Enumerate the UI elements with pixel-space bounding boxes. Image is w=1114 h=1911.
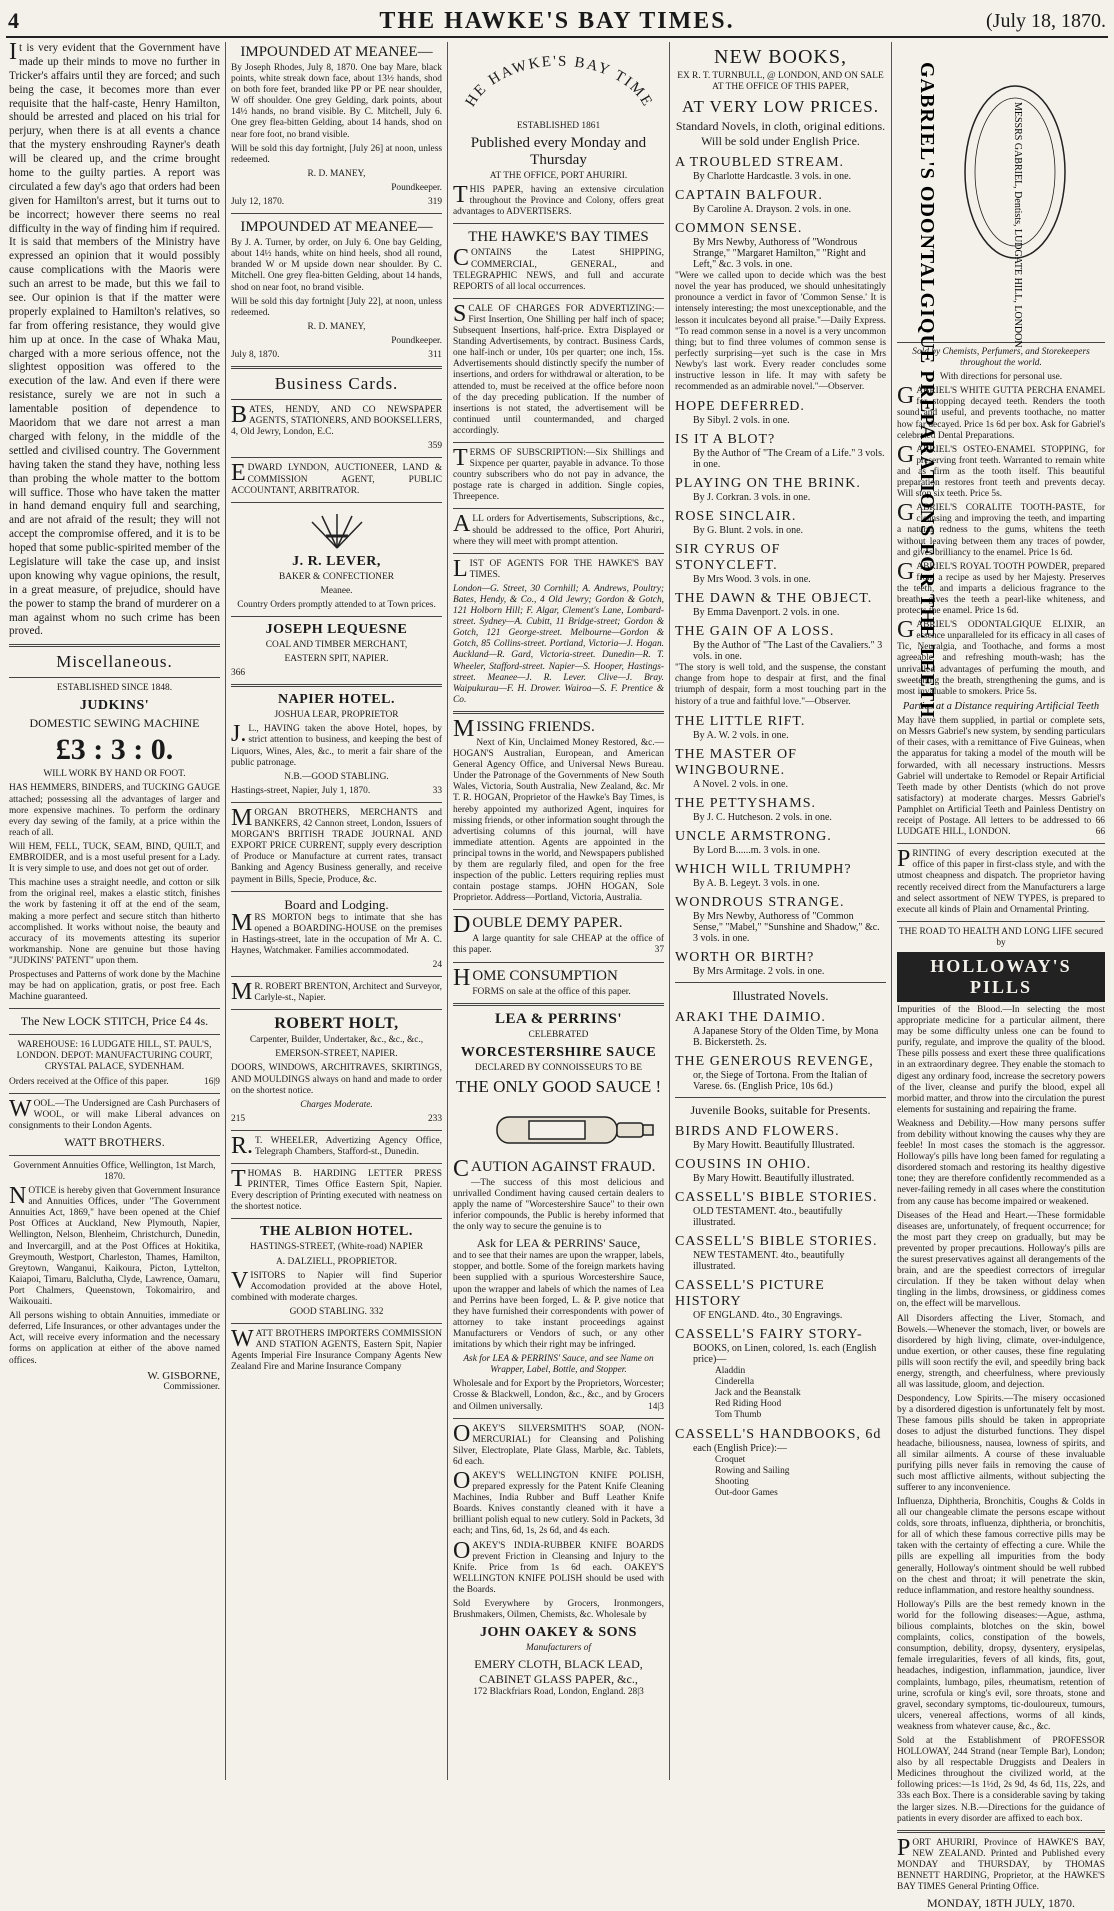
- holt-text: DOORS, WINDOWS, ARCHITRAVES, SKIRTINGS, AND MOULDINGS always on hand and made to order on the shortest notice.: [231, 1063, 442, 1096]
- book-title: WORTH OR BIRTH?: [675, 949, 815, 965]
- book-list: [675, 1124, 886, 1365]
- sewing-text: This machine uses a straight needle, and cotton or silk from the original reel, makes a elastic stitch, finishes the work by fastening it off at the end of the seam, making a more perfect and secure stitch than hitherto accomplished. It works without noise, the beauty and accuracy of its movements attesting its superior workmanship. None are genuine but those having "JUDKINS' PATENT" upon them.: [9, 878, 220, 966]
- book-author: By A. B. Legeyt. 3 vols. in one.: [693, 877, 820, 889]
- lea-perrins-name: LEA & PERRINS': [494, 1010, 623, 1027]
- svg-text:THE HAWKE'S BAY TIMES: [453, 42, 656, 110]
- paper-circulation: THIS PAPER, having an extensive circulation throughout the Province and Colony, offers great advantages to ADVERTISERS.: [453, 182, 664, 218]
- book-list: [675, 155, 886, 270]
- impounded-heading: IMPOUNDED AT MEANEE—: [240, 44, 433, 60]
- book-author: By Mary Howitt. Beautifully Illustrated.: [693, 1139, 855, 1151]
- divider: [453, 1418, 664, 1419]
- holt-street: EMERSON-STREET, NAPIER.: [275, 1049, 398, 1060]
- divider: [231, 891, 442, 892]
- book-author: By Emma Davenport. 2 vols. in one.: [693, 607, 840, 619]
- poundkeeper-role: Poundkeeper.: [391, 335, 442, 346]
- divider: [231, 1009, 442, 1010]
- book-title: CASSELL'S BIBLE STORIES.: [675, 1233, 878, 1249]
- contains-text: CONTAINS the Latest SHIPPING, COMMERCIAL, GENERAL, and TELEGRAPHIC NEWS, and full and accurate REPORTS of all local occurrences.: [453, 245, 664, 292]
- orders-note: Orders received at the Office of this paper. 16|9: [9, 1076, 220, 1087]
- divider: [453, 909, 664, 910]
- watt-brothers: WATT BROTHERS.: [64, 1134, 165, 1149]
- book-title: THE DAWN & THE OBJECT.: [675, 591, 873, 607]
- card-number: 24: [432, 959, 442, 970]
- divider: [453, 962, 664, 963]
- orders-notice: ALL orders for Advertisements, Subscriptions, &c., should be addressed to the office, Port Ahuriri, where they will meet with prompt attention.: [453, 511, 664, 547]
- column-1: [4, 39, 226, 1780]
- divider: [9, 677, 220, 678]
- book-author: By Mary Howitt. Beautifully illustrated.: [693, 1172, 855, 1184]
- holloway-text: Diseases of the Head and Heart.—These formidable diseases are, unfortunately, of frequent occurrence; for the most part they creep on gradually, but may be prevented by proper precautions. Holloway's pills are the surest preservatives against all derangements of the brain, and are the speediest correctors of irregular circulation. If they be taken without delay when tingling in the limbs, drowsiness, or giddiness comes on, the effect will be marvellous.: [897, 1210, 1105, 1310]
- masthead-arc: [453, 42, 665, 116]
- wool-notice: WOOL.—The Undersigned are Cash Purchasers of WOOL, or will make Liberal advances on consignments to their London Agents.: [9, 1095, 220, 1131]
- book-author: each (English Price):—: [693, 1443, 787, 1455]
- albion-proprietor: A. DALZIELL, PROPRIETOR.: [276, 1256, 397, 1267]
- divider: [9, 1008, 220, 1009]
- holloway-text: Influenza, Diphtheria, Bronchitis, Coughs & Colds in all our changeable climate the persons escape without colds, sore throats, influenza, diphtheria, or bronchitis, for all of which these famous corrective pills may be taken with the certainty of effecting a cure. While the pills are expelling all impurities from the body generally, Holloway's ointment should be well rubbed on the chest and throat; it will penetrate the skin, reduce inflammation, and restore healthy soundness.: [897, 1497, 1105, 1596]
- imprint: PORT AHURIRI, Province of HAWKE'S BAY, NEW ZEALAND. Printed and Published every MONDAY and THURSDAY, by THOMAS BENNETT HARDING, Proprietor, at the HAWKE'S BAY TIMES General Printing Office.: [897, 1834, 1105, 1893]
- book-title: THE LITTLE RIFT.: [675, 713, 806, 729]
- gabriel-product: GABRIEL'S ODONTALGIQUE ELIXIR, an essence unparalleled for its efficacy in all cases of Tic, Neuralgia, and Toothache, and forms a most agreeable and refreshing mouth-wash; has the unrivalled advantages of perfuming the mouth, and sweetening the breath, strengthening the gums, and is most invaluable to smokers. Price 5s.: [897, 617, 1105, 697]
- missing-friends-text: Next of Kin, Unclaimed Money Restored, &c.—HOGAN'S Australian, European, and American General Agency Office, and Universal News Bureau. Under the Patronage of the Governments of New South Wales, Victoria, South Australia, New Zealand, &c. Mr T. R. HOGAN, Proprietor of the Hawke's Bay Times, is hereby appointed my authorized Agent, inquires for missing friends, or other information sought through the advertising columns of this journal, will have immediate attention. Agents are appointed in the principal towns in the world, and Newspapers published by them are regularly filed, and open for the free inspection of the public. Letters requiring replies must contain postage stamps. JOHN HOGAN, Sole Proprietor. Address—Portland, Victoria, Australia.: [453, 737, 664, 904]
- book-author: By A. W. 2 vols. in one.: [693, 729, 789, 741]
- handbooks-list: Croquet Rowing and Sailing Shooting Out-door Games: [715, 1455, 790, 1499]
- established-line: ESTABLISHED 1861: [516, 121, 601, 131]
- sauce-bottle-icon: [459, 1101, 659, 1155]
- parties-text: May have them supplied, in partial or complete sets, on Messrs Gabriel's new system, by sending particulars of their cases, with a remittance of Five Guineas, when the apparatus for taking a model of the mouth will be forwarded, with all necessary instructions. Messrs Gabriel will undertake to Remodel or Repair Artificial Teeth made by other Dentists (which do not prove satisfactory) at moderate charges. Messrs Gabriel's Pamphlet on Artificial Teeth and Painless Dentistry on receipt of Postage. All letters to be addressed to 66 LUDGATE HILL, LONDON. 66: [897, 716, 1105, 838]
- book-author: By J. Corkran. 3 vols. in one.: [693, 492, 811, 504]
- caution-heading: CAUTION AGAINST FRAUD.: [453, 1155, 656, 1182]
- editorial-text: It is very evident that the Government have made up their minds to move no further in Tricker's affairs until they are forced; and such being the case, it becomes more than ever requisite that the half-caste, Henry Hamilton, should be arrested and placed on his trial for perjury, when there is at all events a chance that the mystery enshrouding Rayner's death will be cleared up, and the crime brought home to the guilty parties. A report was circulated a few day's ago that orders had been given for Hamilton's arrest, but it turns out to be incorrect; however there seems no real difficulty in the way of finding him if required. It is said that members of the Ministry have expressed an opinion that it would possibly cause complications with the Maoris were such an arrest to be made, but this we fail to see. Our opinion is that if the matter were properly explained to Hamilton's relatives, so far from offering resistance, they would give him up at once. In the case of Whaka Mau, charged with a more serious offence, not the slightest opposition was offered to the execution of the law. And even if there were resistance, surely we are not in such a lamentable position of dependence to Maoridom that we dare not arrest a man charged with felony, in the middle of the settled and civilised country. The Government having taken the stand they have, nothing less than probing the whole matter to the bottom will suffice. Those who have taken the matter in hand demand enquiry full and searching, and are not afraid of the result; they will not accept the compromise offered, and it is to be hoped that some public-spirited member of the Legislature will take the case up, and insist upon knowing why vague opinions, the result, in a great measure, of prejudice, should have the power to stamp the brand of murderer on a man against whom no such crime has been proved.: [9, 39, 220, 638]
- book-author: OF ENGLAND. 4to., 30 Engravings.: [693, 1309, 843, 1321]
- book-title: CASSELL'S HANDBOOKS, 6d: [675, 1427, 882, 1443]
- book-title: COMMON SENSE.: [675, 221, 803, 237]
- fairy-list: Aladdin Cinderella Jack and the Beanstalk Red Riding Hood Tom Thumb: [715, 1365, 801, 1420]
- book-title: THE GAIN OF A LOSS.: [675, 624, 835, 640]
- impounded-heading: IMPOUNDED AT MEANEE—: [240, 219, 433, 236]
- book-author: OLD TESTAMENT. 4to., beautifully illustrated.: [693, 1205, 843, 1228]
- home-consumption-text: FORMS on sale at the office of this paper.: [472, 986, 631, 997]
- morton-notice: MRS MORTON begs to intimate that she has opened a BOARDING-HOUSE on the premises in Hastings-street, late in the occupation of Mr A. C. Haynes, Watchmaker. Families accommodated.: [231, 909, 442, 956]
- paper-title: THE HAWKE'S BAY TIMES.: [379, 8, 735, 34]
- book-title: A TROUBLED STREAM.: [675, 155, 845, 171]
- oakey-boards: OAKEY'S INDIA-RUBBER KNIFE BOARDS prevent Friction in Cleansing and Injury to the Knife. Price from 1s 6d each. OAKEY'S WELLINGTON KNIFE POLISH should be used with the Boards.: [453, 1537, 664, 1595]
- book-author: By the Author of "The Last of the Cavaliers." 3 vols. in one.: [693, 640, 883, 663]
- book-author: A Novel. 2 vols. in one.: [693, 778, 788, 790]
- harding-card: THOMAS B. HARDING LETTER PRESS PRINTER, Times Office Eastern Spit, Napier. Every description of Printing executed with neatness on the shortest notice.: [231, 1166, 442, 1213]
- signature-gisborne: W. GISBORNE,: [147, 1369, 220, 1382]
- imprint-date: MONDAY, 18TH JULY, 1870.: [927, 1896, 1075, 1911]
- issue-date: (July 18, 1870.: [986, 10, 1106, 32]
- book-title: UNCLE ARMSTRONG.: [675, 828, 832, 844]
- page-number: 4: [8, 8, 19, 33]
- book-author: By Sibyl. 2 vols. in one.: [693, 415, 790, 427]
- gabriel-vertical-title: GABRIEL'S ODONTALGIQUE PREPARATIONS FOR THE TEETH: [916, 62, 938, 719]
- lock-stitch-price: The New LOCK STITCH, Price £4 4s.: [20, 1014, 209, 1029]
- divider: [231, 976, 442, 977]
- book-title: THE PETTYSHAMS.: [675, 795, 817, 811]
- juvenile-books-heading: Juvenile Books, suitable for Presents.: [690, 1102, 871, 1117]
- hbt-heading: THE HAWKE'S BAY TIMES: [468, 229, 649, 246]
- hand-or-foot: WILL WORK BY HAND OR FOOT.: [43, 769, 186, 780]
- new-books-heading: NEW BOOKS,: [714, 46, 847, 68]
- lever-orders: Country Orders promptly attended to at Town prices.: [237, 599, 436, 610]
- divider: [453, 553, 664, 554]
- divider: [231, 684, 442, 687]
- published-line: Published every Monday and Thursday: [470, 135, 647, 169]
- divider: [9, 1034, 220, 1035]
- oakey-soap: OAKEY'S SILVERSMITH'S SOAP, (NON-MERCURIAL) for Cleansing and Polishing Silver, Electroplate, Plate Glass, Marble, &c. Tablets, 6d each.: [453, 1420, 664, 1467]
- albion-stabling: GOOD STABLING. 332: [289, 1306, 384, 1317]
- scale-of-charges: SCALE OF CHARGES FOR ADVERTIZING:— First Insertion, One Shilling per half inch of space; Subsequent Insertions, half-price. Extra Displayed or Standing Advertisements, by contract. Business Cards, one half-inch or under, 10s per quarter; one inch, 15s. Advertisements should distinctly specify the number of insertions, and orders for withdrawal or alteration, to be attended to, must be received at the office before noon of the day preceding publication. If the number of insertions is not stated, the advertisement will be continued until countermanded, and charged accordingly.: [453, 300, 664, 436]
- book-author: A Japanese Story of the Olden Time, by Mona B. Bickersteth. 2s.: [693, 1025, 879, 1048]
- sold-by-line: Sold by Chemists, Perfumers, and Storekeepers throughout the world.: [912, 347, 1090, 369]
- divider: [9, 1155, 220, 1156]
- office-line: AT THE OFFICE, PORT AHURIRI.: [489, 171, 628, 182]
- oakey-address: 172 Blackfriars Road, London, England. 28|3: [473, 1687, 644, 1698]
- sewing-text: HAS HEMMERS, BINDERS, and TUCKING GAUGE attached; possessing all the advantages of larger and more expensive machines. To perform the ordinary every day sewing of the family, at a price within the reach of all.: [9, 783, 220, 838]
- book-title: HOPE DEFERRED.: [675, 399, 805, 415]
- warehouse-address: WAREHOUSE: 16 LUDGATE HILL, ST. PAUL'S, LONDON. DEPOT: MANUFACTURING COURT, CRYSTAL PALACE, SYDENHAM.: [16, 1040, 213, 1073]
- divider: [231, 502, 442, 503]
- divider: [231, 457, 442, 458]
- printing-notice: PRINTING of every description executed at the office of this paper in first-class style, and with the utmost cheapness and dispatch. The proprietor having recently received direct from the Manufacturers a large and select assortment of NEW TYPES, is prepared to execute all kinds of Plain and Ornamental Printing.: [897, 846, 1105, 915]
- board-lodging-heading: Board and Lodging.: [284, 896, 389, 912]
- holloway-text: Holloway's Pills are the best remedy known in the world for the following diseases:—Ague, asthma, bilious complaints, blotches on the skin, bowel complaints, colics, constipation of the bowels, consumption, debility, dropsy, dysentery, erysipelas, female irregularities, fevers of all kinds, fits, gout, headaches, indigestion, inflammation, jaundice, liver complaints, lumbago, piles, rheumatism, retention of urine, scrofula or king's evil, sore throats, stone and gravel, secondary symptoms, tic-douloureux, tumours, ulcers, venereal affections, worms of all kinds, weakness from whatever cause, &c., &c.: [897, 1599, 1105, 1732]
- book-author: By Caroline A. Drayson. 2 vols. in one.: [693, 204, 852, 216]
- column-3: [448, 42, 670, 1780]
- poundkeeper-role: Poundkeeper.: [391, 182, 442, 193]
- book-title: ROSE SINCLAIR.: [675, 509, 797, 525]
- impounded-text: By J. A. Turner, by order, on July 6. One bay Gelding, about 14½ hands, white on hind heels, shod all round, branded W or M upside down near shoulder. By C. Mitchell. One grey flea-bitten Gelding, about 14 hands, shod on near foot, no brand visible.: [231, 238, 442, 293]
- gabriel-product: GABRIEL'S CORALITE TOOTH-PASTE, for cleansing and improving the teeth, and imparting a natural redness to the gums, whitens the teeth without leaving between them any traces of powder, and gives brilliancy to the enamel. Price 1s 6d.: [897, 500, 1105, 558]
- annuities-notice: NOTICE is hereby given that Government Insurance and Annuities Offices, under "The Government Annuities Act, 1869," have been opened at the Chief Post Offices at Auckland, New Plymouth, Napier, Wellington, Nelson, Blenheim, Christchurch, Dunedin, and Invercargill, and at the Post Offices at Hokitika, Greymouth, Westport, Charleston, Thames, Hamilton, Greytown, Wanganui, Kaikoura, Picton, Lyttelton, Kaiapoi, Timaru, Balclutha, Clyde, Lawrence, Oamaru, Port Chalmers, Queenstown, Tokomairiro, and Waikouaiti.: [9, 1183, 220, 1308]
- lequesne-name: JOSEPH LEQUESNE: [265, 622, 408, 637]
- divider: [231, 1163, 442, 1164]
- book-title: WHICH WILL TRIUMPH?: [675, 861, 852, 877]
- divider: [453, 711, 664, 714]
- divider: [9, 644, 220, 647]
- impounded-text: By Joseph Rhodes, July 8, 1870. One bay Mare, black points, white streak down face, about 13½ hands, shod on both fore feet, branded like PP or PE near shoulder, W off shoulder. One grey Gelding, dark points, about 14½ hands, no brand visible. By C. Mitchell, July 6. One grey flea-bitten Gelding, about 14 hands, shod on near fore foot, no brand visible.: [231, 63, 442, 140]
- book-author: BOOKS, on Linen, colored, 1s. each (English price)—: [693, 1342, 877, 1365]
- albion-address: HASTINGS-STREET, (White-road) NAPIER: [250, 1242, 423, 1253]
- book-title: WONDROUS STRANGE.: [675, 894, 845, 910]
- lequesne-role: COAL AND TIMBER MERCHANT,: [265, 640, 408, 650]
- sewing-machine-price: £3 : 3 : 0.: [55, 733, 174, 767]
- book-list: [675, 399, 886, 662]
- oakey-polish: OAKEY'S WELLINGTON KNIFE POLISH, prepared expressly for the Patent Knife Cleaning Machines, India Rubber and Buff Leather Knife Boards. Knives constantly cleaned with it have a brilliant polish equal to new cutlery. Sold in Packets, 3d each; and Tins, 6d, 1s, 2s 6d, and 4s each.: [453, 1467, 664, 1537]
- section-heading-miscellaneous: Miscellaneous.: [56, 652, 173, 672]
- manufacturers-line: Manufacturers of: [525, 1643, 591, 1654]
- double-demy-heading: DOUBLE DEMY PAPER.: [453, 912, 623, 939]
- book-title: COUSINS IN OHIO.: [675, 1156, 812, 1172]
- caution-text: —The success of this most delicious and unrivalled Condiment having caused certain dealers to apply the name of "Worcestershire Sauce" to their own inferior compounds, the Public is hereby informed that the only way to secure the genuine is to: [453, 1177, 664, 1233]
- card-number: 366: [231, 668, 246, 679]
- book-title: PLAYING ON THE BRINK.: [675, 476, 861, 492]
- divider: [231, 1130, 442, 1131]
- terms-of-subscription: TERMS OF SUBSCRIPTION:—Six Shillings and Sixpence per quarter, payable in advance. To those country subscribers who do not pay in advance, the postage rate is charged in addition. Single copies, Threepence.: [453, 444, 664, 503]
- watt-brothers-card: WATT BROTHERS IMPORTERS COMMISSION AND STATION AGENTS, Eastern Spit, Napier Agents Imperial Fire Insurance Company Agents New Zealand Fire and Marine Insurance Company: [231, 1326, 442, 1373]
- book-title: BIRDS AND FLOWERS.: [675, 1123, 840, 1139]
- ask-see-name: Ask for LEA & PERRINS' Sauce, and see Name on Wrapper, Label, Bottle, and Stopper.: [463, 1354, 654, 1376]
- book-title: THE MASTER OF WINGBOURNE.: [675, 746, 797, 778]
- judkins-name: JUDKINS': [79, 698, 150, 714]
- book-author: or, the Siege of Tortona. From the Italian of Varese. 6s. (English Price, 10s 6d.): [693, 1069, 868, 1092]
- wheeler-card: R.T. WHEELER, Advertizing Agency Office, Telegraph Chambers, Stafford-st., Dunedin.: [231, 1132, 442, 1159]
- book-author: By Charlotte Hardcastle. 3 vols. in one.: [693, 171, 852, 183]
- divider: [453, 298, 664, 299]
- divider: [9, 1093, 220, 1094]
- book-author: By Mrs Wood. 3 vols. in one.: [693, 574, 811, 586]
- sewing-text: Will HEM, FELL, TUCK, SEAM, BIND, QUILT, and EMBROIDER, and is a most useful present for a Lady. It is very simple to use, and does not get out of order.: [9, 841, 220, 875]
- worcestershire-sauce: WORCESTERSHIRE SAUCE: [460, 1044, 657, 1060]
- divider: [453, 442, 664, 443]
- divider: [453, 1003, 664, 1006]
- napier-hotel-title: NAPIER HOTEL.: [278, 692, 395, 708]
- holloway-text: Sold at the Establishment of PROFESSOR HOLLOWAY, 244 Strand (near Temple Bar), London; also by all respectable Druggists and Dealers in Medicines throughout the civilized world, at the following prices:—1s 1½d, 2s 9d, 4s 6d, 11s, 22s, and 33s each Box. There is a considerable saving by taking the larger sizes. N.B.—Directions for the guidance of patients in every disorder are affixed to each box.: [897, 1735, 1105, 1824]
- divider: [897, 921, 1105, 922]
- oakey-sold: Sold Everywhere by Grocers, Ironmongers, Brushmakers, Oilmen, Chemists, &c. Wholesale by: [453, 1599, 664, 1621]
- impounded-sale: Will be sold this day fortnight [July 22], at noon, unless redeemed.: [231, 296, 442, 318]
- divider: [231, 802, 442, 803]
- book-title: CASSELL'S PICTURE HISTORY: [675, 1277, 825, 1309]
- holloway-text: Despondency, Low Spirits.—The misery occasioned by a disordered digestion is unfortunately felt by most. These famous pills should be taken in appropriate doses to adjust the disturbed functions. They dispel headache, biliousness, nausea, lowness of spirits, and all similar ailments. A course of these invaluable purifying pills never fails in removing the cause of such most afflictive ailments, without subjecting the sufferer to any inconvenience.: [897, 1394, 1105, 1493]
- only-good-sauce: THE ONLY GOOD SAUCE !: [455, 1076, 662, 1096]
- declared-line: DECLARED BY CONNOISSEURS TO BE: [474, 1062, 643, 1073]
- book-author: By the Author of "The Cream of a Life." 3 vols. in one.: [693, 448, 885, 471]
- book-title: CAPTAIN BALFOUR.: [675, 188, 823, 204]
- lever-place: Meanee.: [320, 585, 353, 596]
- signature-role: Commissioner.: [163, 1381, 220, 1392]
- divider: [231, 213, 442, 214]
- review-text: "The story is well told, and the suspense, the constant change from hope to despair at first, and the final triumph of despair, form a most touching part in the history of a true and faithful love."—Observer.: [675, 663, 886, 707]
- divider: [675, 1097, 886, 1098]
- directions-line: With directions for personal use.: [939, 372, 1063, 383]
- book-title: IS IT A BLOT?: [675, 432, 776, 448]
- napier-hotel-proprietor: JOSHUA LEAR, PROPRIETOR: [274, 710, 399, 721]
- book-author: By Mrs Newby, Authoress of "Wondrous Strange," "Margaret Hamilton," "Right and Left," &c. 3 vols. in one.: [693, 237, 866, 271]
- lever-role: BAKER & CONFECTIONER: [278, 571, 395, 582]
- holt-name: ROBERT HOLT,: [274, 1015, 399, 1033]
- road-to-health: THE ROAD TO HEALTH AND LONG LIFE secured by: [898, 926, 1104, 948]
- book-title: THE GENEROUS REVENGE,: [675, 1053, 874, 1069]
- book-author: By G. Blunt. 2 vols. in one.: [693, 525, 804, 537]
- book-author: By Lord B......m. 3 vols. in one.: [693, 844, 820, 856]
- napier-hotel-text: J.L., HAVING taken the above Hotel, hopes, by strict attention to business, and keeping the best of Liquors, Wines, Ales, &c., to merit a fair share of the public patronage.: [231, 721, 442, 768]
- book-author: By Mrs Newby, Authoress of "Common Sense," "Mabel," "Sunshine and Shadow," &c. 3 vols. in one.: [693, 910, 880, 944]
- holt-charges: Charges Moderate.: [300, 1099, 373, 1110]
- poundkeeper-name: R. D. MANEY,: [307, 321, 366, 332]
- emery-line: EMERY CLOTH, BLACK LEAD, CABINET GLASS PAPER, &c.,: [474, 1657, 643, 1687]
- arc-title: HE HAWKE'S BAY TIME: [462, 53, 656, 111]
- holloway-text: All Disorders affecting the Liver, Stomach, and Bowels.—Whenever the stomach, liver, or bowels are disordered by high living, climate, over-indulgence, undue exertion, or other causes, these fine regulating pills will soon rectify the evil, and speedily bring back energy, strength, and cheerfulness, where previously all was lassitude, gloom, and dejection.: [897, 1313, 1105, 1391]
- ask-text: and to see that their names are upon the wrapper, labels, stopper, and bottle. Some of the foreign markets having been supplied with a spurious Worcestershire Sauce, upon the wrapper and labels of which the names of Lea and Perrins have been forged, L. & P. give notice that they have furnished their correspondents with power of attorney to take instant proceedings against Manufacturers or Vendors of such, or any other imitations by which their right may be infringed.: [453, 1251, 664, 1351]
- albion-hotel-title: THE ALBION HOTEL.: [260, 1224, 413, 1240]
- sewing-machine-title: DOMESTIC SEWING MACHINE: [29, 716, 200, 731]
- gabriel-seal-text: MESSRS GABRIEL, Dentists, LUDGATE HILL, LONDON: [1012, 102, 1023, 348]
- morgan-brothers-card: MORGAN BROTHERS, MERCHANTS and BANKERS, 42 Cannon street, London, Issuers of MORGAN'S BRITISH TRADE JOURNAL AND EXPORT PRICE CURRENT, supply every description of Produce or Manufacture at current rates, transact Banking and Agency Business generally, and receive payment in Bills, Specie, Produce, &c.: [231, 804, 442, 885]
- book-title: CASSELL'S FAIRY STORY-: [675, 1326, 863, 1342]
- card-number: 359: [427, 441, 442, 452]
- column-2: [226, 42, 448, 1780]
- impounded-sale: Will be sold this day fortnight, [July 26] at noon, unless redeemed.: [231, 143, 442, 165]
- parties-heading: Parties at a Distance requiring Artificial Teeth: [902, 700, 1100, 712]
- book-title: ARAKI THE DAIMIO.: [675, 1009, 826, 1025]
- column-4: [670, 42, 892, 1780]
- impounded-date: July 12, 1870. 319: [231, 197, 442, 208]
- agents-heading: LIST OF AGENTS FOR THE HAWKE'S BAY TIMES.: [453, 555, 664, 582]
- gabriel-product: GABRIEL'S OSTEO-ENAMEL STOPPING, for preserving front teeth. Warranted to remain white and as firm as the tooth itself. This beautiful preparation restores front teeth and prevents decay. Will stop six teeth. Price 5s.: [897, 441, 1105, 500]
- new-books-ex: EX R. T. TURNBULL, @ LONDON, AND ON SALE AT THE OFFICE OF THIS PAPER,: [677, 71, 884, 93]
- established-line: ESTABLISHED SINCE 1848.: [56, 683, 173, 694]
- annuities-notice: All persons wishing to obtain Annuities, immediate or deferred, Life Insurances, or other advantages under the Act, will receive every information and the necessary forms on application at either of the above named offices.: [9, 1311, 220, 1366]
- low-prices: AT VERY LOW PRICES.: [682, 97, 879, 117]
- impounded-date: July 8, 1870. 311: [231, 349, 442, 360]
- divider: [231, 1323, 442, 1324]
- edward-lyndon-card: EDWARD LYNDON, AUCTIONEER, LAND & COMMISSION AGENT, PUBLIC ACCOUNTANT, ARBITRATOR.: [231, 460, 442, 496]
- brenton-card: MR. ROBERT BRENTON, Architect and Surveyor, Carlyle-st., Napier.: [231, 979, 442, 1006]
- wholesale-text: Wholesale and for Export by the Proprietors, Worcester; Crosse & Blackwell, London, &c., &c., and by Grocers and Oilmen universally. 14|3: [453, 1379, 664, 1412]
- gabriel-product: GABRIEL'S WHITE GUTTA PERCHA ENAMEL for stopping decayed teeth. Renders the tooth sound and useful, and prevents toothache, no matter how far decayed. Price 1s 6d per box. Ask for Gabriel's celebrated Dental Preparations.: [897, 383, 1105, 441]
- celebrated-line: CELEBRATED: [528, 1029, 589, 1040]
- divider: [231, 1218, 442, 1219]
- book-title: CASSELL'S BIBLE STORIES.: [675, 1189, 878, 1205]
- column-5: [892, 42, 1110, 1911]
- divider: [675, 982, 886, 983]
- double-demy-text: A large quantity for sale CHEAP at the office of this paper. 37: [453, 934, 664, 956]
- lequesne-place: EASTERN SPIT, NAPIER.: [284, 654, 389, 665]
- good-stabling-note: N.B.—GOOD STABLING.: [284, 771, 389, 782]
- bates-hendy-card: BATES, HENDY, AND CO NEWSPAPER AGENTS, STATIONERS, AND BOOKSELLERS, 4, Old Jewry, London, E.C.: [231, 402, 442, 438]
- home-consumption-heading: HOME CONSUMPTION: [453, 964, 618, 991]
- divider: [453, 508, 664, 509]
- book-author: NEW TESTAMENT. 4to., beautifully illustrated.: [693, 1249, 845, 1272]
- missing-friends-heading: MISSING FRIENDS.: [453, 715, 595, 742]
- holloway-text: Impurities of the Blood.—In selecting the most appropriate medicine for a particular ailment, there may be some difficulty unless one can be found to purify, regulate, and improve the quality of the blood. These pills possess and exert these three qualifications in an extraordinary degree. They enable the stomach to digest any ordinary food, increase the secretory powers of the liver, cleanse and purify the blood, expel all morbid matter, and throw into the circulation the purest elements for sustaining and repairing the frame.: [897, 1004, 1105, 1115]
- holloways-pills-banner: HOLLOWAY'S PILLS: [897, 952, 1105, 1002]
- ask-for-line: Ask for LEA & PERRINS' Sauce,: [476, 1236, 641, 1251]
- divider: [897, 1830, 1105, 1833]
- divider: [453, 223, 664, 224]
- wheatsheaf-icon: [302, 508, 372, 550]
- card-number: 215 233: [231, 1113, 442, 1124]
- lever-name: J. R. LEVER,: [292, 553, 381, 569]
- book-list: [675, 714, 886, 977]
- illustrated-novels-heading: Illustrated Novels.: [732, 987, 829, 1003]
- divider: [897, 843, 1105, 844]
- sewing-text: Prospectuses and Patterns of work done by the Machine may be had on application, gratis, or post free. Each Machine guaranteed.: [9, 969, 220, 1003]
- agents-list: London—G. Street, 30 Cornhill; A. Andrews, Poultry; Bates, Hendy, & Co., 4 Old Jewry; Gordon & Gotch, 121 Holborn Hill; F. Algar, Clement's Lane, Lombard-street. Sydney—A. Cubitt, 11 Bridge-street; Gordon & Gotch, 121 George-street. Melbourne—Gordon & Gotch, 85 Collins-street. Portland, Victoria—J. Hogan. Auckland—R. Gard, Victoria-street. Dunedin—R. T. Wheeler, Stafford-street. Napier—S. Hooper, Hastings-street. Meanee—J. R. Lever. Clive—J. Bray. Waipukurau—F. H. Drower. Wairoa—S. F. Prentice & Co.: [453, 583, 664, 705]
- section-heading-business-cards: Business Cards.: [274, 374, 399, 394]
- divider: [231, 399, 442, 400]
- holloway-text: Weakness and Debility.—How many persons suffer from debility without knowing the causes why they are feeble! In most cases the stomach is the aggressor. Holloway's pills have long been famed for regulating a disordered stomach and restoring its healthy digestive tone; they are therefore confidently recommended as a never-failing remedy in all cases where the constitution from any cause has become impaired or weakened.: [897, 1118, 1105, 1207]
- divider: [231, 366, 442, 369]
- masthead: [6, 6, 1108, 38]
- divider: [231, 616, 442, 617]
- albion-text: VISITORS to Napier will find Superior Accomodation provided at the above Hotel, combined with moderate charges.: [231, 1267, 442, 1303]
- book-title: SIR CYRUS OF STONYCLEFT.: [675, 542, 781, 574]
- book-author: By J. C. Hutcheson. 2 vols. in one.: [693, 811, 832, 823]
- poundkeeper-name: R. D. MANEY,: [307, 168, 366, 179]
- holt-role: Carpenter, Builder, Undertaker, &c., &c., &c.,: [249, 1035, 424, 1046]
- book-author: By Mrs Armitage. 2 vols. in one.: [693, 965, 825, 977]
- standard-novels: Standard Novels, in cloth, original editions. Will be sold under English Price.: [675, 119, 886, 149]
- john-oakey-name: JOHN OAKEY & SONS: [480, 1625, 637, 1641]
- review-text: "Were we called upon to decide which was the best novel the year has produced, we should unhesitatingly pronounce a verdict in favor of 'Common Sense.' It is intensely interesting; the most unexceptionable, and the lesson it inculcates beyond all praise."—Daily Express. "To read common sense in a novel is a very uncommon thing; but to find three volumes of common sense is perfectly surprising—yet such is the case in Mrs Newby's last work. Every reader concludes some instructive lesson in life. It may with safety be recommended as an admirable novel."—Observer.: [675, 271, 886, 393]
- hotel-date: Hastings-street, Napier, July 1, 1870. 33: [231, 785, 442, 796]
- annuities-office: Government Annuities Office, Wellington, 1st March, 1870.: [13, 1160, 216, 1183]
- gabriel-product: GABRIEL'S ROYAL TOOTH POWDER, prepared from a recipe as used by her Majesty. Preserves the teeth, and imparts a delicious fragrance to the breath, gives the teeth a pearl-like whiteness, and protects the enamel. Price 1s 6d.: [897, 558, 1105, 617]
